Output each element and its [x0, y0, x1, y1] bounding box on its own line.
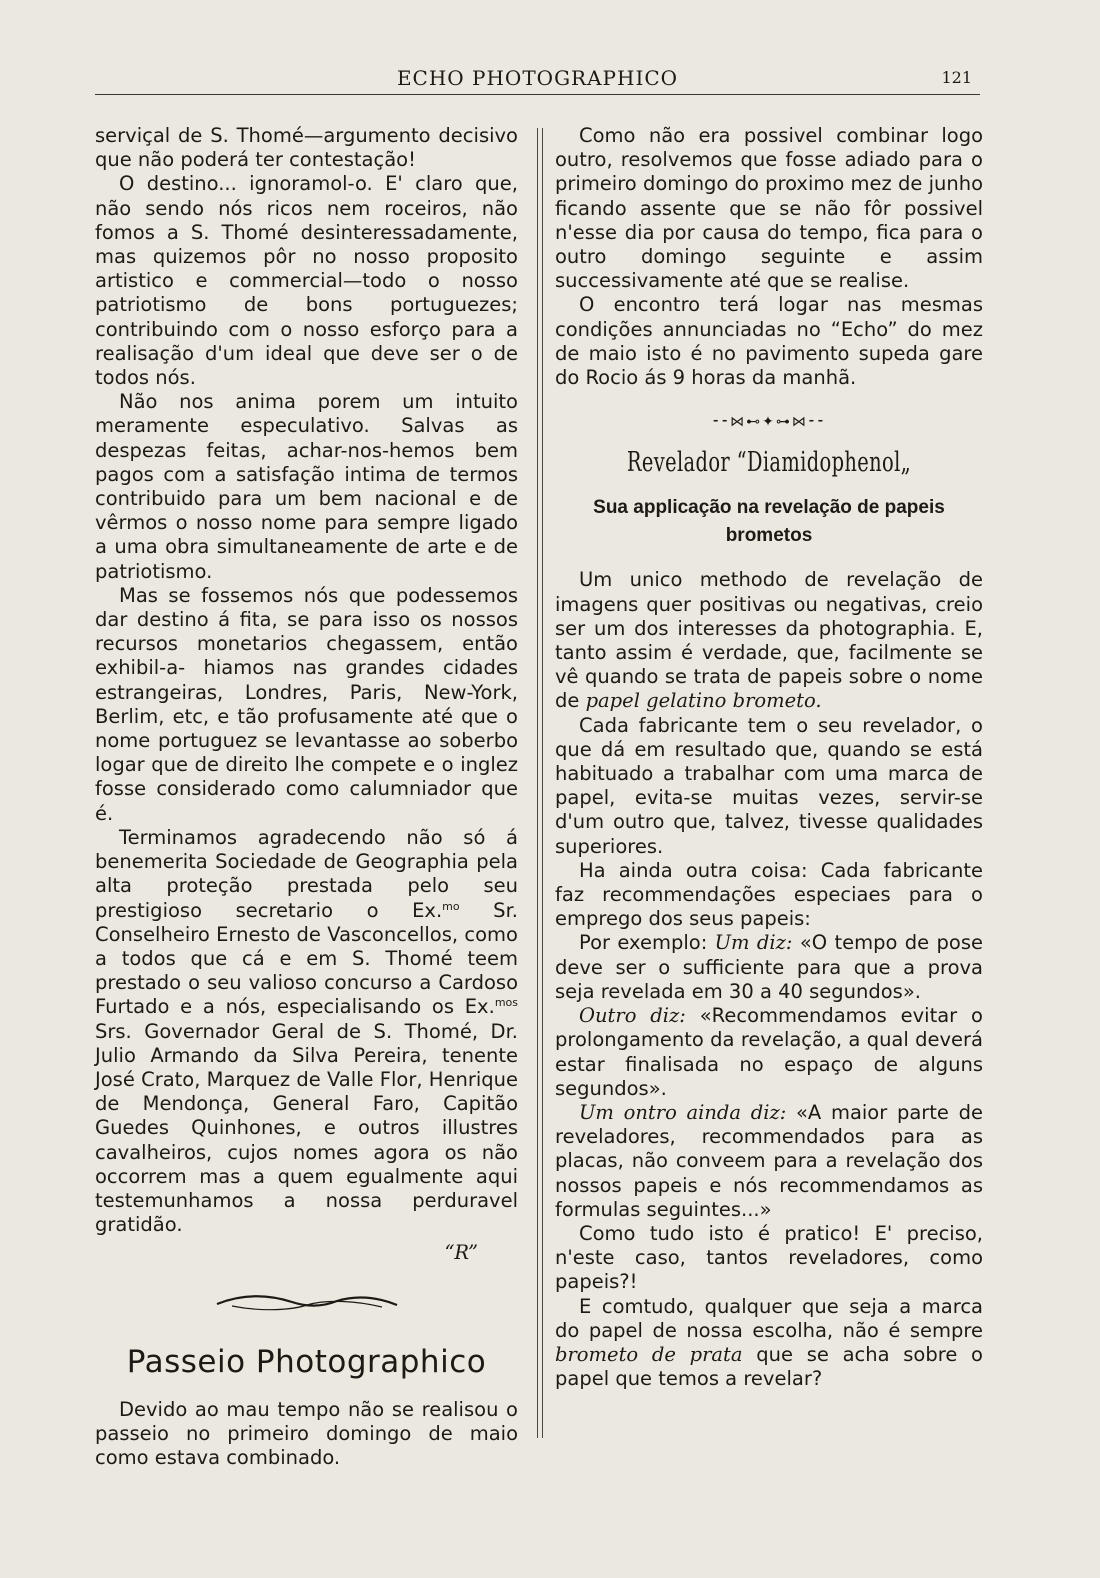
- text-run: Um unico methodo de revelação de imagens quer positivas ou negativas, creio ser um dos interesses da photographia. E, tanto assim é verdade, que, facilmente se vê quando se trata de papeis sobre o nome de: [555, 568, 983, 713]
- journal-title: ECHO PHOTOGRAPHICO: [396, 66, 679, 90]
- paragraph: [555, 1295, 983, 1392]
- section-subheading: Sua applicação na revelação de papeis brometos: [593, 497, 945, 547]
- text-run: Terminamos agradecendo não só á benemerita Sociedade de Geographia pela alta proteção prestada pelo seu prestigioso secretario o Ex.: [95, 825, 518, 922]
- column-divider: [537, 128, 543, 1438]
- paragraph: Ha ainda outra coisa: Cada fabricante faz recommendações especiaes para o emprego dos seus papeis:: [555, 858, 983, 931]
- section-heading-revelador: Revelador “Diamidophenol„: [626, 447, 912, 479]
- italic-term: Outro diz:: [579, 1004, 686, 1028]
- text-run: «O tempo de pose deve ser o sufficiente para que a prova seja revelada em 30 a 40 segundos».: [555, 931, 984, 1003]
- text-run: «A maior parte de reveladores, recommendados para as placas, não conveem para a revelação dos nossos papeis e nós recommendamos as formulas seguintes...»: [555, 1100, 983, 1221]
- paragraph: [555, 568, 983, 713]
- ornament-divider: ⁃⁃⋈⊷✦⊶⋈⁃⁃: [712, 414, 826, 431]
- text-run: Sr. Conselheiro Ernesto de Vasconcellos, como a todos que cá e em S. Thomé teem prestado o seu valioso concurso a Cardoso Furtado e a nós, especialisando os Ex.: [95, 898, 518, 1019]
- paragraph: serviçal de S. Thomé—argumento decisivo que não poderá ter contestação!: [95, 124, 518, 172]
- italic-term: brometo de prata: [555, 1342, 743, 1366]
- italic-term: Um diz:: [714, 931, 793, 955]
- section-heading-passeio: Passeio Photographico: [126, 1343, 487, 1380]
- paragraph: Como tudo isto é pratico! E' preciso, n'este caso, tantos reveladores, como papeis?!: [555, 1221, 983, 1294]
- right-column: [555, 124, 983, 1391]
- italic-term: papel gelatino brometo.: [585, 689, 822, 713]
- paragraph: [95, 826, 518, 1237]
- paragraph: Devido ao mau tempo não se realisou o passeio no primeiro domingo de maio como estava combinado.: [95, 1397, 518, 1469]
- paragraph: [555, 1004, 983, 1101]
- paragraph: Cada fabricante tem o seu revelador, o que dá em resultado que, quando se está habituado a trabalhar com uma marca de papel, evita-se muitas vezes, servir-se d'um outro que, talvez, tivesse qualidades superiores.: [555, 713, 983, 858]
- text-run: que se acha sobre o papel que temos a revelar?: [555, 1342, 983, 1391]
- running-header: [95, 64, 980, 95]
- paragraph: O destino... ignoramol-o. E' claro que, não sendo nós ricos nem roceiros, não fomos a S. Thomé desinteressadamente, mas quizemos pôr no nosso proposito artistico e commercial—todo o nosso patriotismo de bons portuguezes; contribuindo com o nosso esforço para a realisação d'um ideal que deve ser o de todos nós.: [95, 172, 518, 390]
- decorative-swash: [212, 1292, 402, 1314]
- superscript: mo: [442, 899, 460, 913]
- superscript: mos: [494, 996, 518, 1010]
- paragraph: Mas se fossemos nós que podessemos dar destino á fita, se para isso os nossos recursos monetarios chegassem, então exhibil-a- hiamos nas grandes cidades estrangeiras, Londres, Paris, New-York, Berlim, etc, e tão profusamente até que o nome portuguez se levantasse ao soberbo logar que de direito lhe compete e o inglez fosse considerado como calumniador que é.: [95, 583, 518, 825]
- paragraph: [555, 1101, 983, 1222]
- italic-term: Um ontro ainda diz:: [579, 1100, 787, 1124]
- text-run: Por exemplo:: [579, 931, 715, 955]
- text-run: E comtudo, qualquer que seja a marca do papel de nossa escolha, não é sempre: [555, 1294, 983, 1342]
- page-number: 121: [941, 68, 972, 87]
- left-column: [95, 124, 518, 1470]
- signature: “R”: [444, 1241, 478, 1265]
- paragraph: Como não era possivel combinar logo outro, resolvemos que fosse adiado para o primeiro domingo do proximo mez de junho ficando assente que se não fôr possivel n'esse dia por causa do tempo, fica para o outro domingo seguinte e assim successivamente até que se realise.: [555, 124, 983, 293]
- text-run: «Recommendamos evitar o prolongamento da revelação, a qual deverá estar finalisada no espaço de alguns segundos».: [555, 1004, 983, 1100]
- paragraph: O encontro terá logar nas mesmas condições annunciadas no “Echo” do mez de maio isto é no pavimento supeda gare do Rocio ás 9 horas da manhã.: [555, 293, 983, 390]
- text-run: Srs. Governador Geral de S. Thomé, Dr. Julio Armando da Silva Pereira, tenente José Crato, Marquez de Valle Flor, Henrique de Mendonça, General Faro, Capitão Guedes Quinhones, e outros illustres cavalheiros, cujos nomes agora os não occorrem mas a quem egualmente aqui testemunhamos a nossa perduravel gratidão.: [95, 1019, 518, 1237]
- paragraph: Não nos anima porem um intuito meramente especulativo. Salvas as despezas feitas, achar-nos-hemos bem pagos com a satisfação intima de termos contribuido para um bem nacional e de vêrmos o nosso nome para sempre ligado a uma obra simultaneamente de arte e de patriotismo.: [95, 390, 518, 583]
- paragraph: [555, 931, 983, 1004]
